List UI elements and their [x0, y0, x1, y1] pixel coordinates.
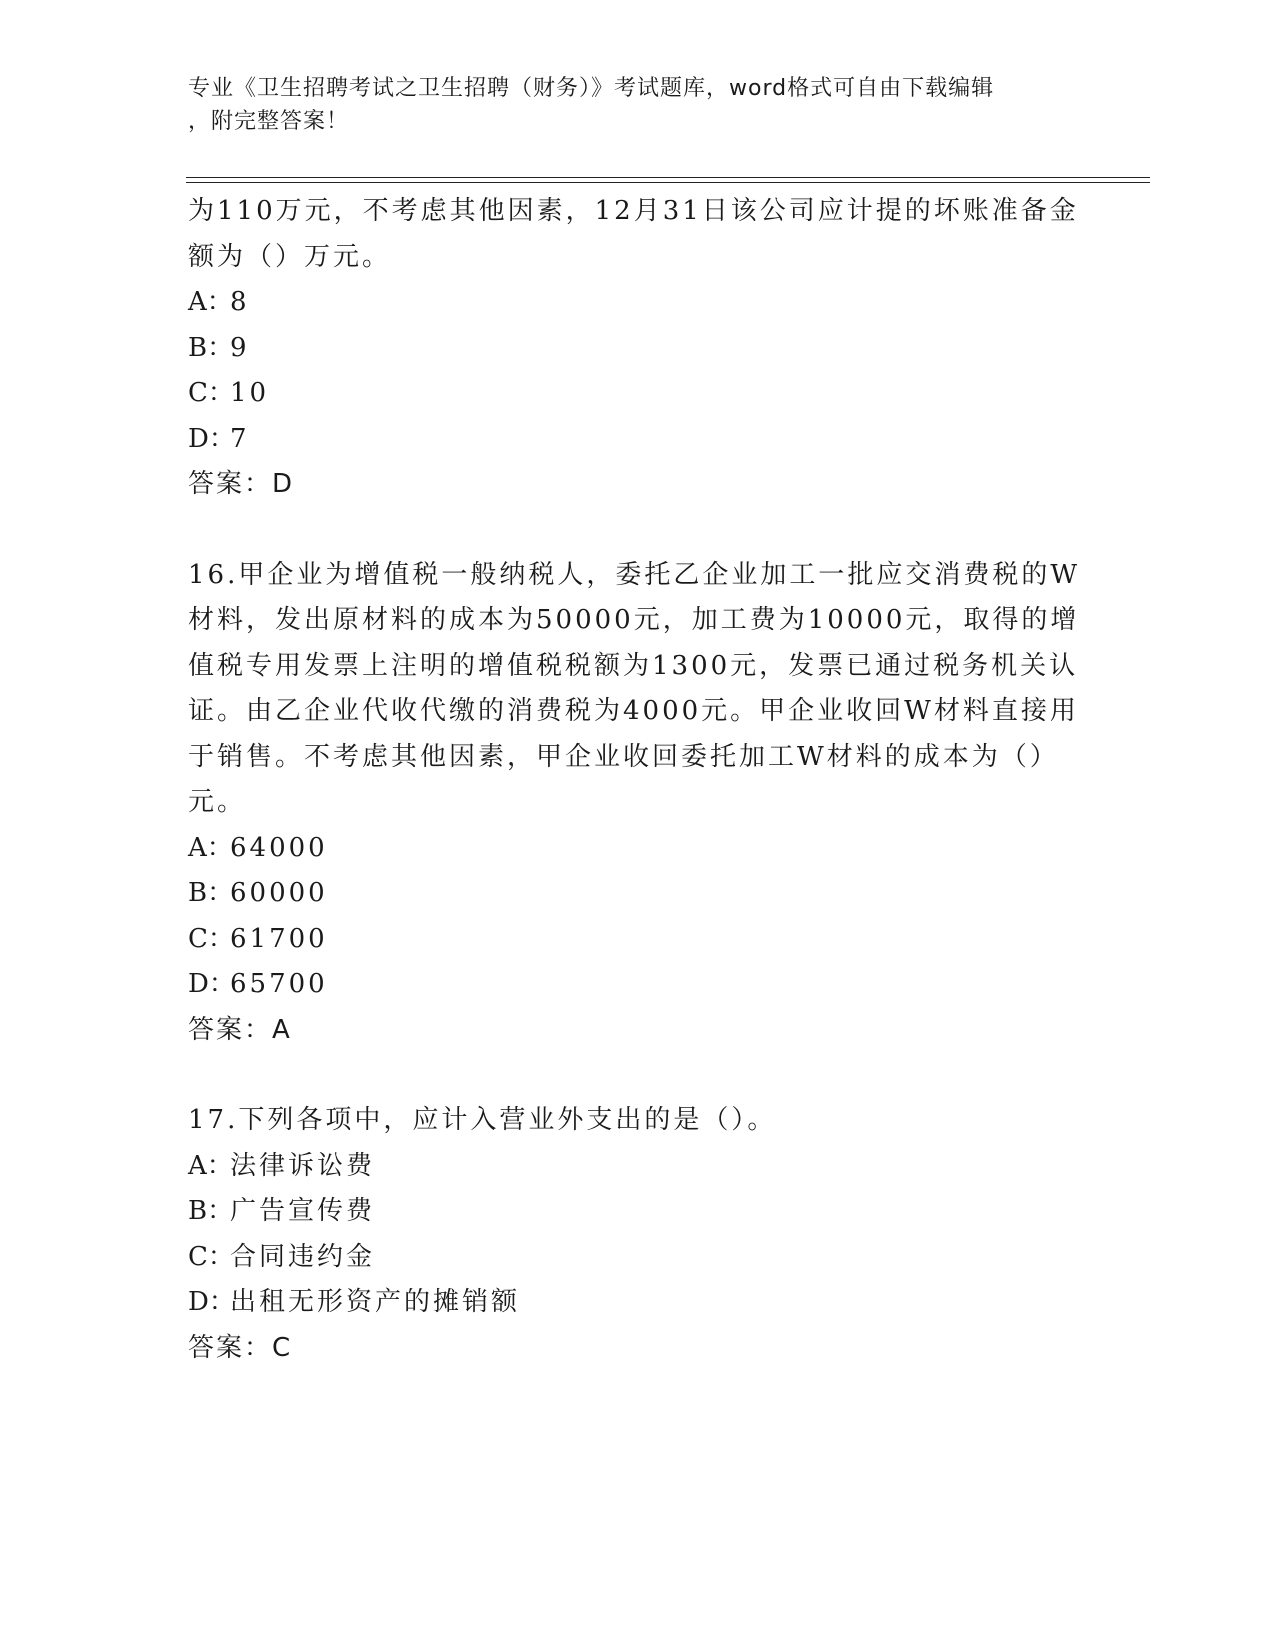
option-label: C：: [188, 1241, 234, 1272]
option-label: D：: [188, 1287, 235, 1317]
question-15: [188, 189, 1088, 508]
option-value: 65700: [230, 969, 328, 999]
option-value: 60000: [230, 878, 328, 908]
option-value: 9: [230, 332, 250, 363]
option-label: C：: [188, 923, 234, 954]
question-list: [188, 189, 1088, 1371]
header-line-1: 专业《卫生招聘考试之卫生招聘（财务）》考试题库，word格式可自由下载编辑: [188, 76, 995, 101]
option-value: 7: [230, 423, 250, 454]
question-15-option-c: [188, 371, 1088, 417]
option-value: 法律诉讼费: [230, 1150, 376, 1181]
document-header: [188, 72, 1088, 138]
question-15-text: 为110万元，不考虑其他因素，12月31日该公司应计提的坏账准备金额为（）万元。: [188, 196, 1079, 272]
question-16-option-b: [188, 871, 1088, 917]
option-label: D：: [188, 969, 235, 999]
option-label: A：: [188, 832, 233, 863]
question-17-option-c: [188, 1235, 1088, 1281]
question-15-option-b: [188, 326, 1088, 372]
question-15-option-a: [188, 280, 1088, 326]
option-label: B：: [188, 332, 234, 363]
header-rule-bottom: [186, 182, 1150, 183]
option-value: 合同违约金: [230, 1241, 376, 1272]
option-value: 64000: [230, 832, 328, 863]
spacer: [188, 508, 1088, 553]
option-value: 广告宣传费: [230, 1196, 376, 1226]
option-value: 10: [230, 378, 270, 408]
option-value: 8: [230, 287, 250, 317]
question-17-option-a: [188, 1144, 1088, 1190]
question-17-answer: 答案：C: [188, 1332, 293, 1363]
question-17: [188, 1098, 1088, 1371]
question-16-option-a: [188, 826, 1088, 872]
question-16-option-d: [188, 962, 1088, 1008]
question-17-text: 17.下列各项中，应计入营业外支出的是（）。: [188, 1105, 777, 1135]
question-17-option-d: [188, 1280, 1088, 1326]
header-rule-top: [186, 177, 1150, 178]
option-label: A：: [188, 287, 233, 317]
spacer: [188, 1053, 1088, 1098]
option-label: C：: [188, 378, 234, 408]
option-label: A：: [188, 1150, 233, 1181]
question-15-answer: 答案：D: [188, 469, 295, 499]
option-value: 出租无形资产的摊销额: [230, 1287, 521, 1317]
option-label: B：: [188, 878, 234, 908]
question-16-option-c: [188, 917, 1088, 963]
question-15-option-d: [188, 417, 1088, 463]
question-16-answer: 答案：A: [188, 1014, 292, 1045]
option-label: B：: [188, 1196, 234, 1226]
question-16: [188, 553, 1088, 1054]
question-17-option-b: [188, 1189, 1088, 1235]
header-line-2: ，附完整答案！: [188, 109, 350, 134]
question-16-text: 16.甲企业为增值税一般纳税人，委托乙企业加工一批应交消费税的W材料，发出原材料的成本为50000元，加工费为10000元，取得的增值税专用发票上注明的增值税税额为1300元，发票已通过税务机关认证。由乙企业代收代缴的消费税为4000元。甲企业收回W材料直接用于销售。不考虑其他因素，甲企业收回委托加工W材料的成本为（）元。: [188, 559, 1081, 817]
option-label: D：: [188, 423, 235, 454]
option-value: 61700: [230, 923, 328, 954]
